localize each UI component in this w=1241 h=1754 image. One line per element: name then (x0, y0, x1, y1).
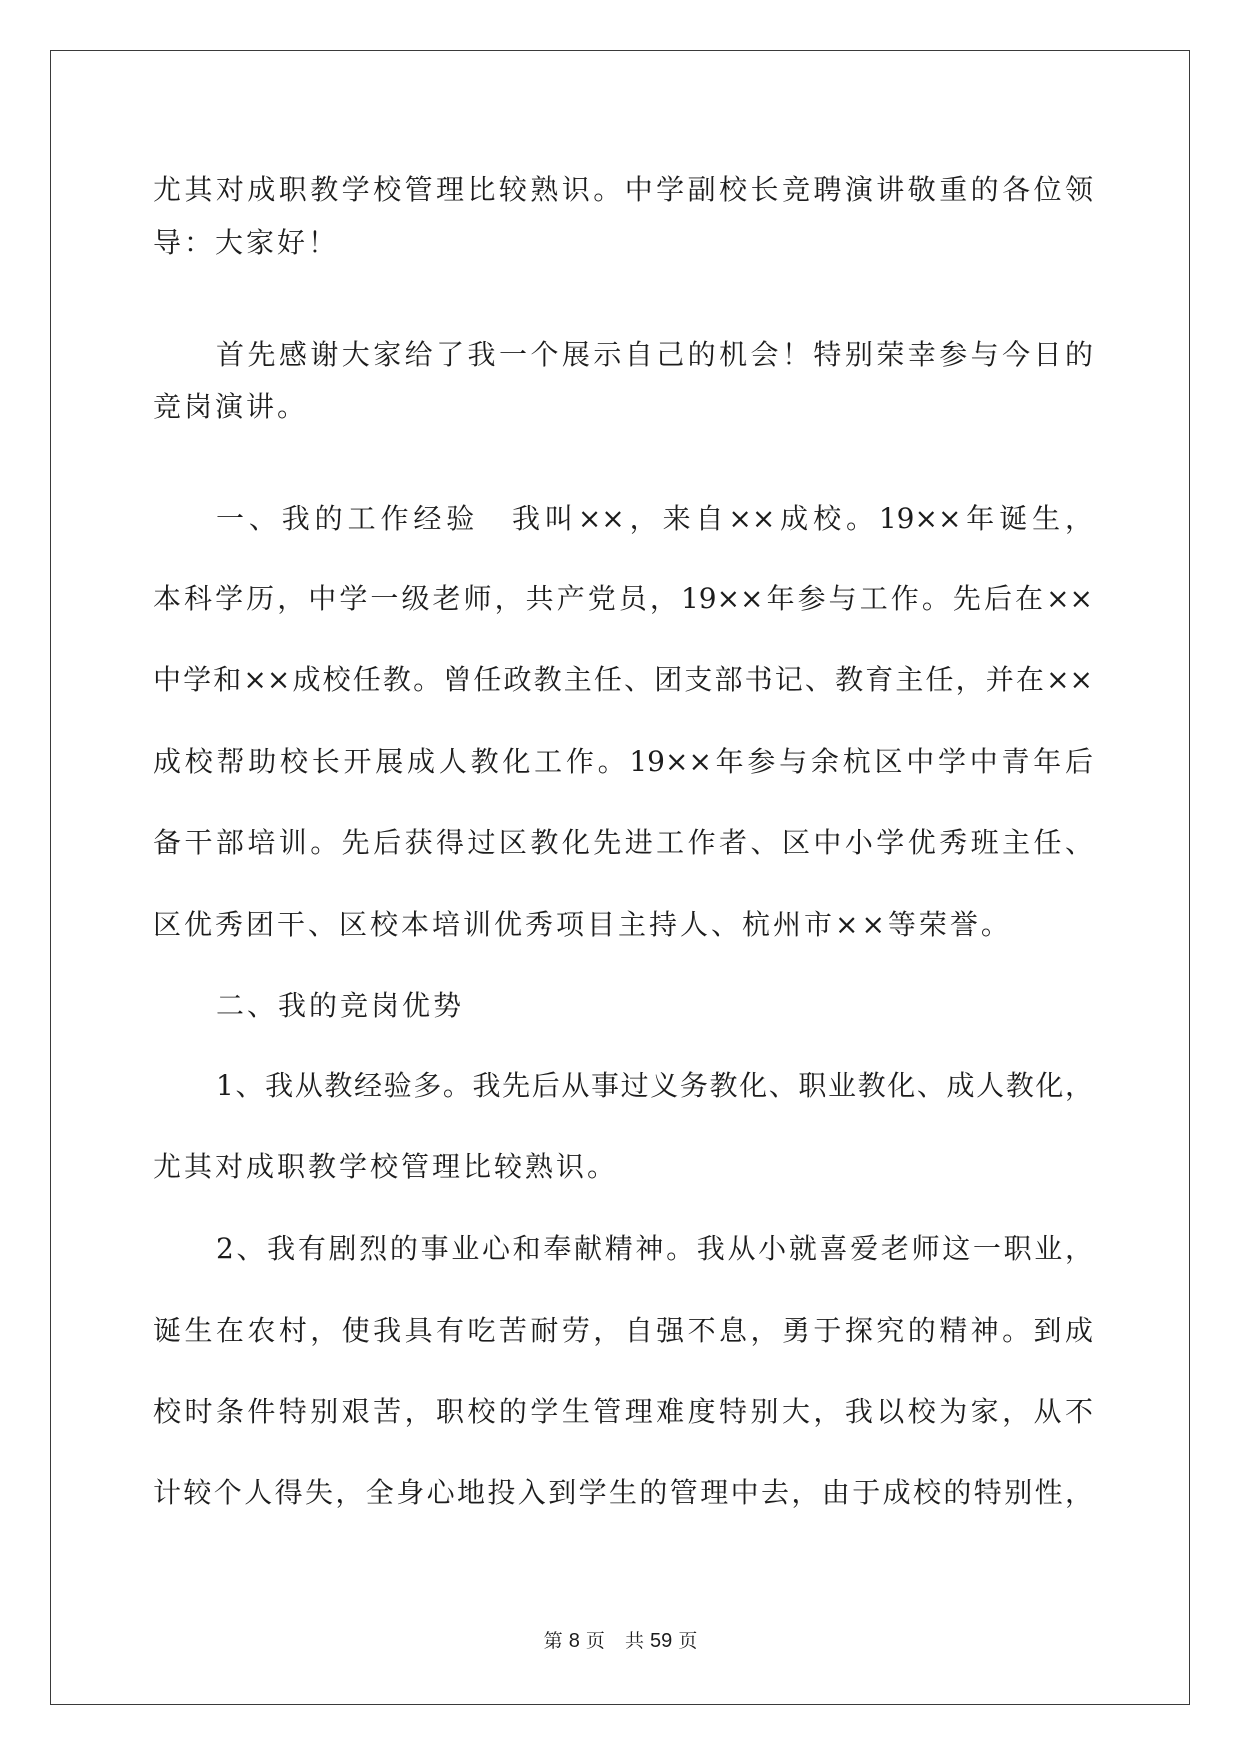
total-prefix: 共 (624, 1630, 644, 1652)
text-line: 计较个人得失，全身心地投入到学生的管理中去，由于成校的特别性， (153, 1476, 1093, 1509)
text-line: 诞生在农村，使我具有吃苦耐劳，自强不息，勇于探究的精神。到成 (153, 1314, 1093, 1347)
text-line: 竞岗演讲。 (153, 390, 309, 423)
text-line: 中学和××成校任教。曾任政教主任、团支部书记、教育主任，并在×× (153, 663, 1093, 696)
page-suffix: 页 (585, 1630, 605, 1652)
text-line: 首先感谢大家给了我一个展示自己的机会！特别荣幸参与今日的 (216, 338, 1093, 371)
page-prefix: 第 (543, 1630, 563, 1652)
total-pages: 59 (650, 1630, 673, 1652)
text-line: 本科学历，中学一级老师，共产党员，19××年参与工作。先后在×× (153, 582, 1093, 615)
text-line: 备干部培训。先后获得过区教化先进工作者、区中小学优秀班主任、 (153, 826, 1093, 859)
page-footer (0, 1627, 1241, 1655)
text-line: 成校帮助校长开展成人教化工作。19××年参与余杭区中学中青年后 (153, 745, 1093, 778)
section-heading: 二、我的竞岗优势 (216, 989, 465, 1022)
text-line: 2、我有剧烈的事业心和奉献精神。我从小就喜爱老师这一职业， (216, 1232, 1093, 1265)
page-border (50, 50, 1190, 1705)
text-line: 1、我从教经验多。我先后从事过义务教化、职业教化、成人教化， (216, 1069, 1093, 1102)
text-line: 校时条件特别艰苦，职校的学生管理难度特别大，我以校为家，从不 (153, 1395, 1093, 1428)
total-suffix: 页 (678, 1630, 698, 1652)
text-line: 尤其对成职教学校管理比较熟识。 (153, 1150, 619, 1183)
text-line: 区优秀团干、区校本培训优秀项目主持人、杭州市××等荣誉。 (153, 908, 1012, 941)
text-line: 导：大家好！ (153, 226, 340, 259)
text-line: 尤其对成职教学校管理比较熟识。中学副校长竞聘演讲敬重的各位领 (153, 173, 1093, 206)
page-number: 8 (568, 1630, 580, 1652)
text-line: 一、我的工作经验 我叫××，来自××成校。19××年诞生， (216, 502, 1093, 535)
